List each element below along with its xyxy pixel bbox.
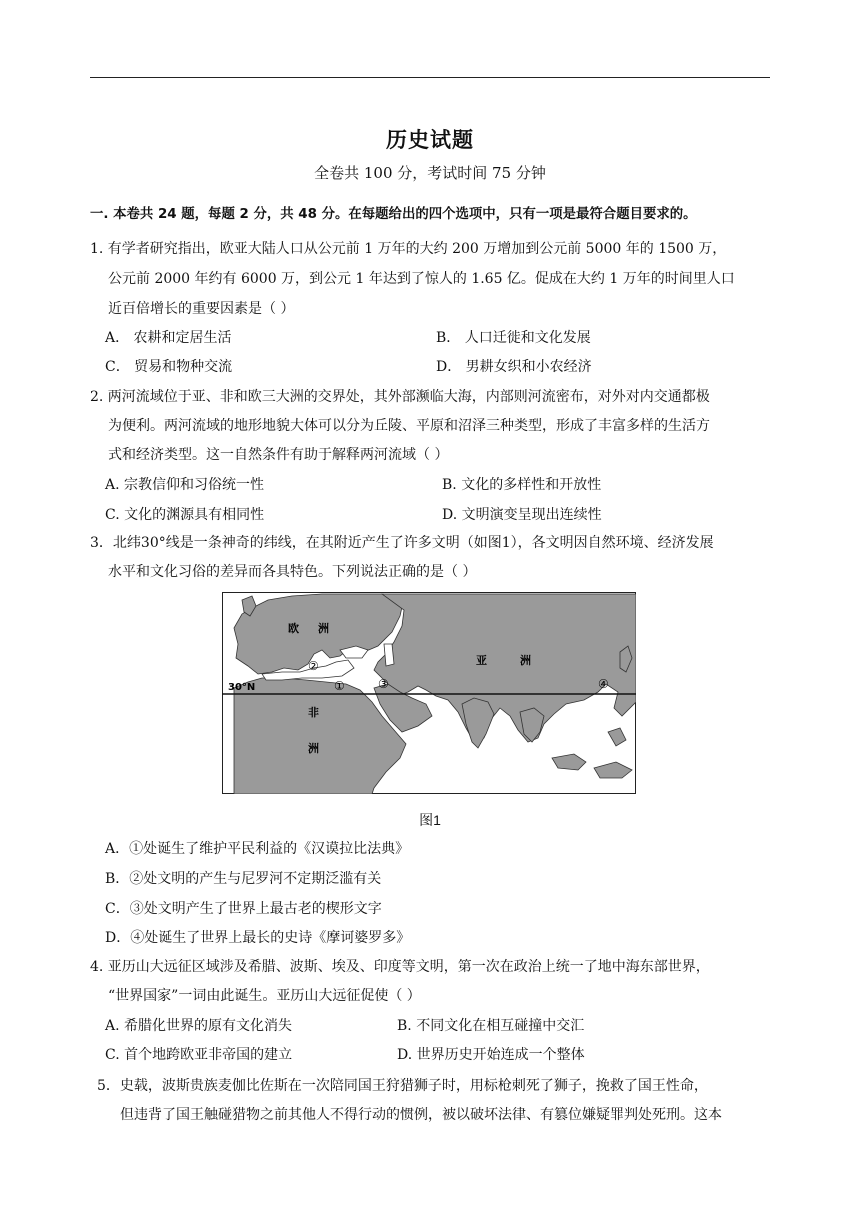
q1-option-b: B． 人口迁徙和文化发展: [436, 330, 591, 346]
q4-option-c: C. 首个地跨欧亚非帝国的建立: [105, 1047, 293, 1063]
africa-label-1: 非: [308, 706, 319, 719]
q4-option-d: D. 世界历史开始连成一个整体: [397, 1047, 585, 1063]
q2-option-c: C. 文化的渊源具有相同性: [105, 507, 265, 523]
asia-label-2: 洲: [520, 654, 531, 667]
q1-option-d: D． 男耕女织和小农经济: [436, 359, 592, 375]
header-rule: [90, 77, 770, 78]
q3-option-b: B．②处文明的产生与尼罗河不定期泛滥有关: [105, 871, 382, 887]
q4-option-b: B. 不同文化在相互碰撞中交汇: [397, 1018, 585, 1034]
europe-label-1: 欧: [288, 622, 299, 635]
q2-line-2: 为便利。两河流域的地形地貌大体可以分为丘陵、平原和沼泽三种类型，形成了丰富多样的生活方: [108, 418, 710, 434]
q3-option-c: C．③处文明产生了世界上最古老的楔形文字: [105, 901, 382, 917]
marker-4: ④: [598, 677, 609, 691]
q4-line-2: “世界国家”一词由此诞生。亚历山大远征促使（ ）: [108, 988, 421, 1004]
q4-option-a: A. 希腊化世界的原有文化消失: [105, 1018, 293, 1034]
q1-line-2: 公元前 2000 年约有 6000 万，到公元 1 年达到了惊人的 1.65 亿。促成在大约 1 万年的时间里人口: [108, 271, 735, 287]
section-instructions: 一. 本卷共 24 题，每题 2 分，共 48 分。在每题给出的四个选项中，只有一项是最符合题目要求的。: [90, 207, 697, 222]
caspian-sea: [384, 644, 394, 666]
q2-option-a: A. 宗教信仰和习俗统一性: [105, 477, 265, 493]
marker-3: ③: [378, 677, 389, 691]
q3-line-1: 3．北纬30°线是一条神奇的纬线，在其附近产生了许多文明（如图1），各文明因自然环境、经济发展: [90, 535, 714, 551]
africa-label-2: 洲: [308, 742, 319, 755]
figure-caption: 图1: [419, 812, 441, 828]
q2-option-b: B. 文化的多样性和开放性: [442, 477, 602, 493]
q2-line-1: 2. 两河流域位于亚、非和欧三大洲的交界处，其外部濒临大海，内部则河流密布，对外对内交通都极: [90, 389, 710, 405]
q5-line-1: 5．史载，波斯贵族麦伽比佐斯在一次陪同国王狩猎狮子时，用标枪刺死了狮子，挽救了国王性命，: [97, 1078, 708, 1094]
marker-2: ②: [308, 659, 319, 673]
q4-line-1: 4. 亚历山大远征区域涉及希腊、波斯、埃及、印度等文明，第一次在政治上统一了地中海东部世界，: [90, 959, 710, 975]
q3-option-a: A．①处诞生了维护平民利益的《汉谟拉比法典》: [105, 841, 410, 857]
marker-1: ①: [334, 679, 345, 693]
q1-line-1: 1. 有学者研究指出，欧亚大陆人口从公元前 1 万年的大约 200 万增加到公元前 5000 年的 1500 万，: [90, 241, 727, 257]
q3-option-d: D．④处诞生了世界上最长的史诗《摩诃婆罗多》: [105, 930, 411, 946]
asia-label-1: 亚: [476, 654, 487, 667]
q2-option-d: D. 文明演变呈现出连续性: [442, 507, 602, 523]
q2-line-3: 式和经济类型。这一自然条件有助于解释两河流域（ ）: [108, 447, 449, 463]
q1-option-c: C． 贸易和物种交流: [105, 359, 233, 375]
europe-label-2: 洲: [318, 622, 329, 635]
page-title: 历史试题: [386, 127, 474, 152]
q5-line-2: 但违背了国王触碰猎物之前其他人不得行动的惯例，被以破坏法律、有篡位嫌疑罪判处死刑。这本: [120, 1107, 722, 1123]
q3-line-2: 水平和文化习俗的差异而各具特色。下列说法正确的是（ ）: [108, 564, 477, 580]
page-subtitle: 全卷共 100 分，考试时间 75 分钟: [314, 164, 546, 182]
latitude-label: 30°N: [228, 682, 256, 693]
q1-line-3: 近百倍增长的重要因素是（ ）: [108, 301, 295, 317]
world-map-figure: [222, 592, 636, 794]
q1-option-a: A． 农耕和定居生活: [105, 330, 232, 346]
